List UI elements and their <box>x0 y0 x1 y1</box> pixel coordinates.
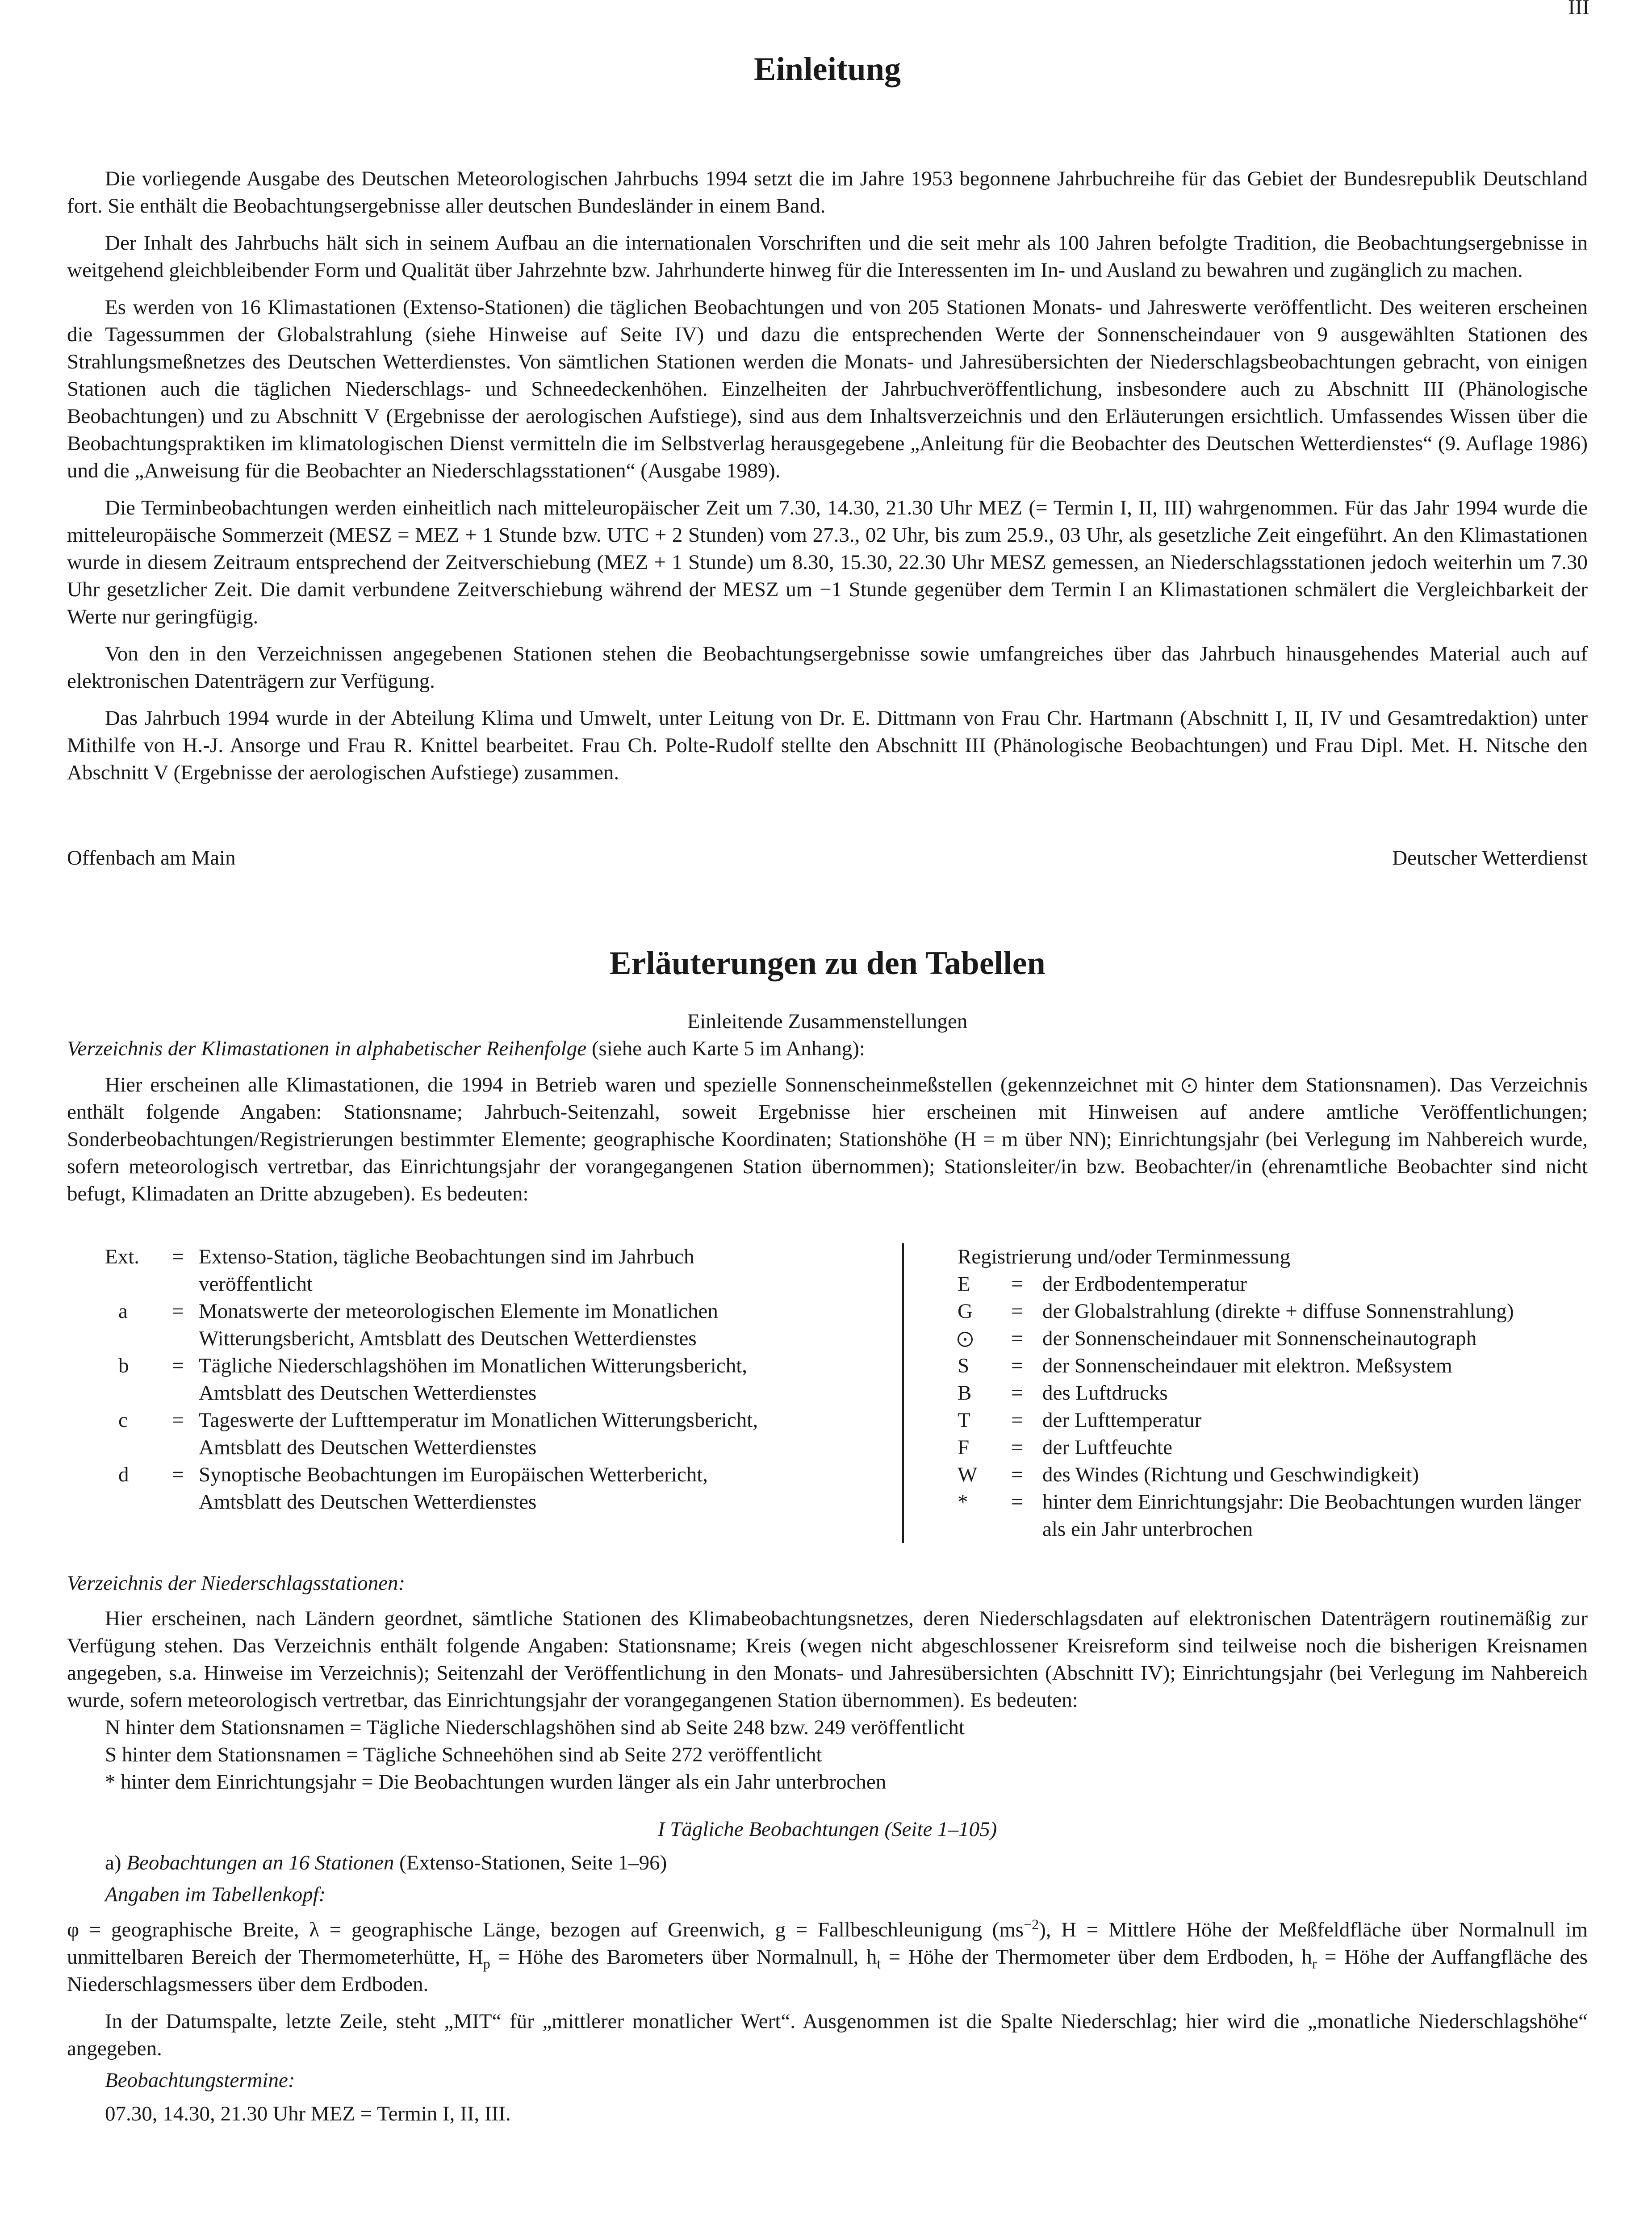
abbreviation-eq: = <box>172 1245 184 1268</box>
registration-key: S <box>958 1354 970 1377</box>
abbreviation-key: d <box>118 1463 129 1486</box>
abbreviation-eq: = <box>172 1409 184 1432</box>
sub-a-label: a) <box>105 1851 127 1874</box>
registration-item <box>958 1352 1583 1380</box>
registration-key: * <box>958 1490 968 1514</box>
abbreviation-line: Tageswerte der Lufttemperatur im Monatlichen Witterungsbericht, <box>199 1409 758 1432</box>
abbreviation-value <box>199 1461 884 1516</box>
nieder-heading: Verzeichnis der Niederschlagsstationen: <box>67 1572 406 1595</box>
abbreviation-line: veröffentlicht <box>199 1272 313 1296</box>
registration-line: hinter dem Einrichtungsjahr: Die Beobachtungen wurden länger <box>1042 1490 1581 1514</box>
klima-heading <box>67 1035 1588 1062</box>
page-content <box>67 49 1588 2128</box>
registration-key: F <box>958 1436 970 1459</box>
registration-text <box>1042 1489 1583 1543</box>
einleitung-paragraph-6: Das Jahrbuch 1994 wurde in der Abteilung Klima und Umwelt, unter Leitung von Dr. E. Dittmann von Frau Chr. Hartmann (Abschnitt I, II, IV und Gesamtredaktion) unter Mithilfe von H.-J. Ansorge und Frau R. Knittel bearbeitet. Frau Ch. Polte-Rudolf stellte den Abschnitt III (Phänologische Beobachtungen) und Frau Dipl. Met. H. Nitsche den Abschnitt V (Ergebnisse der aerologischen Aufstiege) zusammen. <box>67 707 1588 784</box>
registration-key: B <box>958 1381 972 1405</box>
abbreviation-list <box>105 1243 904 1543</box>
abbreviation-item <box>105 1243 884 1298</box>
section-1-heading: I Tägliche Beobachtungen (Seite 1–105) <box>657 1818 997 1841</box>
registration-eq: = <box>1011 1409 1023 1432</box>
registration-eq: = <box>1011 1490 1023 1514</box>
sub-a-rest: (Extenso-Stationen, Seite 1–96) <box>394 1851 667 1874</box>
registration-eq: = <box>1011 1463 1023 1486</box>
registration-eq: = <box>1011 1354 1023 1377</box>
tk-part: = Höhe des Barometers über Normalnull, h <box>490 1945 877 1969</box>
termine-text: 07.30, 14.30, 21.30 Uhr MEZ = Termin I, II, III. <box>105 2102 511 2125</box>
tk-sub: r <box>1312 1955 1317 1972</box>
registration-text: des Luftdrucks <box>1042 1381 1168 1405</box>
abbreviation-key: c <box>118 1409 128 1432</box>
registration-item <box>958 1461 1583 1489</box>
registration-eq: = <box>1011 1436 1023 1459</box>
tk-part: ), H = Mittlere Höhe der Meßfeldfläche über Normalnull im unmittelbaren Bereich der Thermometerhütte, H <box>67 1918 1588 1969</box>
abbreviation-line: Tägliche Niederschlagshöhen im Monatlichen Witterungsbericht, <box>199 1354 748 1377</box>
einleitung-paragraph-4: Die Terminbeobachtungen werden einheitlich nach mitteleuropäischer Zeit um 7.30, 14.30, 21.30 Uhr MEZ (= Termin I, II, III) wahrgenommen. Für das Jahr 1994 wurde die mitteleuropäische Sommerzeit (MESZ = MEZ + 1 Stunde bzw. UTC + 2 Stunden) vom 27.3., 02 Uhr, bis zum 25.9., 03 Uhr, als gesetzliche Zeit eingeführt. An den Klimastationen wurde in diesem Zeitraum entsprechend der Zeitverschiebung (MEZ + 1 Stunde) um 8.30, 15.30, 22.30 Uhr MESZ gemessen, an Niederschlagsstationen jedoch weiterhin um 7.30 Uhr gesetzlicher Zeit. Die damit verbundene Zeitverschiebung während der MESZ um −1 Stunde gegenüber dem Termin I an Klimastationen schmälert die Vergleichbarkeit der Werte nur geringfügig. <box>67 496 1588 628</box>
einleitung-title: Einleitung <box>754 51 901 88</box>
abbreviation-key: a <box>118 1300 128 1323</box>
registration-item <box>958 1489 1583 1543</box>
klima-heading-italic: Verzeichnis der Klimastationen in alphabetischer Reihenfolge <box>67 1037 587 1060</box>
einleitung-paragraph-2: Der Inhalt des Jahrbuchs hält sich in seinem Aufbau an die internationalen Vorschriften und die seit mehr als 100 Jahren befolgte Tradition, die Beobachtungsergebnisse in weitgehend gleichbleibender Form und Qualität über Jahrzehnte bzw. Jahrhunderte hinweg für die Interessenten im In- und Ausland zu bewahren und zugänglich zu machen. <box>67 231 1588 282</box>
place: Offenbach am Main <box>67 846 236 870</box>
sub-a-italic: Beobachtungen an 16 Stationen <box>126 1851 394 1874</box>
nieder-line: S hinter dem Stationsnamen = Tägliche Schneehöhen sind ab Seite 272 veröffentlicht <box>105 1743 822 1766</box>
tabellenkopf-paragraph <box>67 1916 1588 1998</box>
signature-row <box>67 845 1588 872</box>
tabellenkopf-heading: Angaben im Tabellenkopf: <box>105 1883 326 1906</box>
abbreviation-eq: = <box>172 1300 184 1323</box>
abbreviation-key: b <box>118 1354 129 1377</box>
tk-sub: p <box>483 1955 490 1972</box>
registration-eq: = <box>1011 1327 1023 1350</box>
abbreviation-value <box>199 1352 884 1407</box>
einleitung-paragraph-3: Es werden von 16 Klimastationen (Extenso-Stationen) die täglichen Beobachtungen und von 205 Stationen Monats- und Jahreswerte veröffentlicht. Des weiteren erscheinen die Tagessummen der Globalstrahlung (siehe Hinweise auf Seite IV) und dazu die entsprechenden Werte der Sonnenscheindauer von 9 ausgewählten Stationen des Strahlungsmeßnetzes des Deutschen Wetterdienstes. Von sämtlichen Stationen werden die Monats- und Jahresübersichten der Niederschlagsbeobachtungen gebracht, von einigen Stationen auch die täglichen Niederschlags- und Schneedeckenhöhen. Einzelheiten der Jahrbuchveröffentlichung, insbesondere auch zu Abschnitt III (Phänologische Beobachtungen) und zu Abschnitt V (Ergebnisse der aerologischen Aufstiege), sind aus dem Inhaltsverzeichnis und den Erläuterungen ersichtlich. Umfassendes Wissen über die Beobachtungspraktiken im klimatologischen Dienst vermitteln die im Selbstverlag herausgegebene „Anleitung für die Beobachter des Deutschen Wetterdienstes“ (9. Auflage 1986) und die „Anweisung für die Beobachter an Niederschlagsstationen“ (Ausgabe 1989). <box>67 296 1588 482</box>
registration-eq: = <box>1011 1381 1023 1405</box>
erlaeuterungen-title: Erläuterungen zu den Tabellen <box>609 945 1046 982</box>
abbreviation-line: Amtsblatt des Deutschen Wetterdienstes <box>199 1436 537 1459</box>
nieder-paragraph: Hier erscheinen, nach Ländern geordnet, sämtliche Stationen des Klimabeobachtungsnetzes, deren Niederschlagsdaten auf elektronischen Datenträgern routinemäßig zur Verfügung stehen. Das Verzeichnis enthält folgende Angaben: Stationsname; Kreis (wegen nicht abgeschlossener Kreisreform sind teilweise noch die bisherigen Kreisnamen angegeben, s.a. Hinweise im Verzeichnis); Seitenzahl der Veröffentlichung in den Monats- und Jahresübersichten (Abschnitt IV); Einrichtungsjahr (bei Verlegung im Nahbereich wurde, sofern meteorologisch vertretbar, das Einrichtungsjahr der vorangegangenen Station übernommen). Es bedeuten: <box>67 1607 1588 1712</box>
registration-key: G <box>958 1300 973 1323</box>
abbreviation-value <box>199 1243 884 1298</box>
klima-paragraph-part-1: Hier erscheinen alle Klimastationen, die 1994 in Betrieb waren und spezielle Sonnenscheinmeßstellen (gekennzeichnet mit <box>105 1073 1174 1096</box>
abbreviation-value <box>199 1298 884 1352</box>
legend-columns <box>105 1243 1588 1543</box>
tk-part: φ = geographische Breite, λ = geographische Länge, bezogen auf Greenwich, g = Fallbeschleunigung (ms <box>67 1918 1024 1941</box>
nieder-line: * hinter dem Einrichtungsjahr = Die Beobachtungen wurden länger als ein Jahr unterbrochen <box>105 1770 887 1794</box>
registration-item <box>958 1325 1583 1352</box>
abbreviation-line: Witterungsbericht, Amtsblatt des Deutschen Wetterdienstes <box>199 1327 697 1350</box>
registration-list <box>904 1243 1583 1543</box>
registration-heading: Registrierung und/oder Terminmessung <box>958 1245 1291 1268</box>
registration-item <box>958 1407 1583 1434</box>
einleitung-paragraph-1: Die vorliegende Ausgabe des Deutschen Meteorologischen Jahrbuchs 1994 setzt die im Jahre 1953 begonnene Jahrbuchreihe für das Gebiet der Bundesrepublik Deutschland fort. Sie enthält die Beobachtungsergebnisse aller deutschen Bundesländer in einem Band. <box>67 167 1588 217</box>
registration-text: der Lufttemperatur <box>1042 1409 1202 1432</box>
abbreviation-item <box>105 1298 884 1352</box>
abbreviation-eq: = <box>172 1463 184 1486</box>
erlaeuterungen-subtitle: Einleitende Zusammenstellungen <box>687 1010 968 1033</box>
page-number: III <box>1568 0 1589 19</box>
registration-text: der Luftfeuchte <box>1042 1436 1172 1459</box>
tk-part: = Höhe der Thermometer über dem Erdboden, h <box>881 1945 1312 1969</box>
registration-eq: = <box>1011 1300 1023 1323</box>
abbreviation-line: Synoptische Beobachtungen im Europäischen Wetterbericht, <box>199 1463 708 1486</box>
abbreviation-value <box>199 1407 884 1461</box>
registration-text: der Erdbodentemperatur <box>1042 1272 1247 1296</box>
registration-item <box>958 1271 1583 1298</box>
einleitung-paragraph-5: Von den in den Verzeichnissen angegebenen Stationen stehen die Beobachtungsergebnisse sowie umfangreiches über das Jahrbuch hinausgehendes Material auch auf elektronischen Datenträgern zur Verfügung. <box>67 642 1588 693</box>
abbreviation-eq: = <box>172 1354 184 1377</box>
klima-paragraph-part-2: hinter dem Stationsnamen). Das Verzeichnis enthält folgende Angaben: Stationsname; Jahrbuch-Seitenzahl, soweit Ergebnisse hier erscheinen mit Hinweisen auf andere amtliche Veröffentlichungen; Sonderbeobachtungen/Registrierungen bestimmter Elemente; geographische Koordinaten; Stationshöhe (H = m über NN); Einrichtungsjahr (bei Verlegung im Nahbereich wurde, sofern meteorologisch vertretbar, das Einrichtungsjahr der vorangegangenen Station übernommen); Stationsleiter/in bzw. Beobachter/in (ehrenamtliche Beobachter sind nicht befugt, Klimadaten an Dritte abzugeben). Es bedeuten: <box>67 1073 1588 1205</box>
registration-item <box>958 1434 1583 1461</box>
registration-item <box>958 1380 1583 1407</box>
registration-eq: = <box>1011 1272 1023 1296</box>
registration-text: des Windes (Richtung und Geschwindigkeit) <box>1042 1463 1419 1486</box>
tk-part: = Höhe der Auffangfläche des Niederschlagsmessers über dem Erdboden. <box>67 1945 1588 1996</box>
registration-item <box>958 1298 1583 1325</box>
tk-sub: t <box>877 1955 881 1972</box>
abbreviation-line: Amtsblatt des Deutschen Wetterdienstes <box>199 1381 537 1405</box>
termine-heading: Beobachtungstermine: <box>105 2069 295 2092</box>
abbreviation-item <box>105 1461 884 1516</box>
abbreviation-item <box>105 1352 884 1407</box>
registration-text: der Sonnenscheindauer mit elektron. Meßsystem <box>1042 1354 1452 1377</box>
registration-key <box>958 1325 1011 1352</box>
klima-heading-suffix: (siehe auch Karte 5 im Anhang): <box>586 1037 865 1060</box>
sun-symbol-icon <box>958 1332 973 1347</box>
tk-sup: −2 <box>1024 1916 1039 1932</box>
nieder-line: N hinter dem Stationsnamen = Tägliche Niederschlagshöhen sind ab Seite 248 bzw. 249 veröffentlicht <box>105 1716 965 1739</box>
registration-text: der Globalstrahlung (direkte + diffuse Sonnenstrahlung) <box>1042 1300 1514 1323</box>
sub-a-heading <box>105 1849 1588 1877</box>
registration-key: W <box>958 1463 978 1486</box>
abbreviation-key: Ext. <box>105 1245 140 1268</box>
abbreviation-line: Extenso-Station, tägliche Beobachtungen sind im Jahrbuch <box>199 1245 694 1268</box>
registration-text: der Sonnenscheindauer mit Sonnenscheinautograph <box>1042 1327 1477 1350</box>
sun-symbol-icon <box>1182 1078 1197 1093</box>
registration-line: als ein Jahr unterbrochen <box>1042 1518 1253 1541</box>
registration-key: E <box>958 1272 970 1296</box>
abbreviation-line: Monatswerte der meteorologischen Elemente im Monatlichen <box>199 1300 718 1323</box>
registration-key: T <box>958 1409 970 1432</box>
datum-paragraph: In der Datumspalte, letzte Zeile, steht „MIT“ für „mittlerer monatlicher Wert“. Ausgenommen ist die Spalte Niederschlag; hier wird die „monatliche Niederschlagshöhe“ angegeben. <box>67 2010 1588 2060</box>
abbreviation-line: Amtsblatt des Deutschen Wetterdienstes <box>199 1490 537 1514</box>
klima-paragraph <box>67 1071 1588 1208</box>
abbreviation-item <box>105 1407 884 1461</box>
signature: Deutscher Wetterdienst <box>1392 846 1588 870</box>
